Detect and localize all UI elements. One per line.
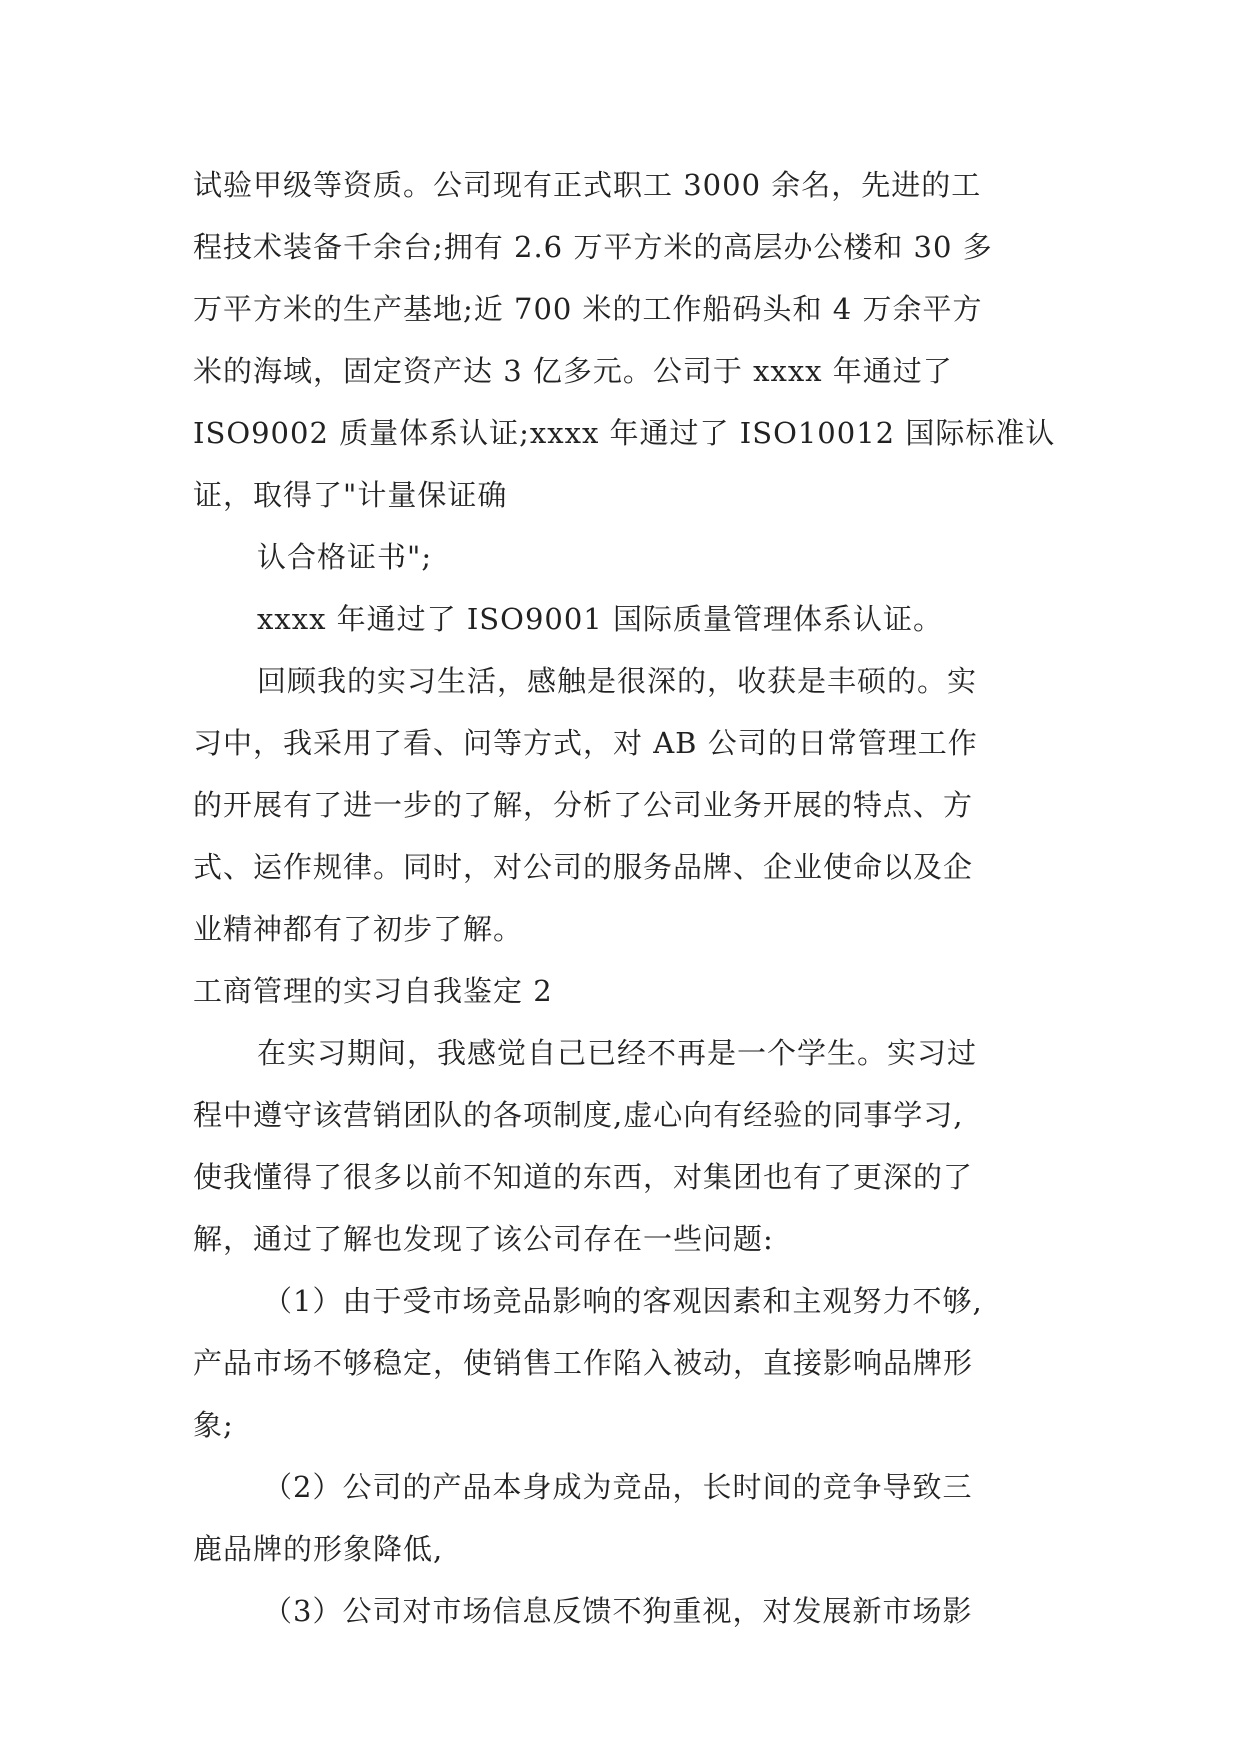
text-line: 式、运作规律。同时，对公司的服务品牌、企业使命以及企 — [193, 850, 974, 884]
text-line: 使我懂得了很多以前不知道的东西，对集团也有了更深的了 — [193, 1160, 974, 1194]
text-line: 的开展有了进一步的了解，分析了公司业务开展的特点、方 — [193, 788, 974, 822]
text-line: 认合格证书"; — [257, 540, 433, 574]
list-item: （3）公司对市场信息反馈不狗重视，对发展新市场影 — [263, 1594, 973, 1628]
document-body — [193, 154, 1055, 1642]
list-item: （2）公司的产品本身成为竞品，长时间的竞争导致三 — [263, 1470, 973, 1504]
section-heading: 工商管理的实习自我鉴定 2 — [193, 974, 553, 1008]
text-line: 回顾我的实习生活，感触是很深的，收获是丰硕的。实 — [257, 664, 978, 698]
text-line: 业精神都有了初步了解。 — [193, 912, 524, 946]
text-line: 解，通过了解也发现了该公司存在一些问题: — [193, 1222, 774, 1256]
text-line: 象; — [193, 1408, 234, 1442]
text-line: 万平方米的生产基地;近 700 米的工作船码头和 4 万余平方 — [193, 292, 983, 326]
text-line: 产品市场不够稳定，使销售工作陷入被动，直接影响品牌形 — [193, 1346, 974, 1380]
list-item: （1）由于受市场竞品影响的客观因素和主观努力不够, — [263, 1284, 983, 1318]
text-line: 程技术装备千余台;拥有 2.6 万平方米的高层办公楼和 30 多 — [193, 230, 993, 264]
text-line: 证，取得了"计量保证确 — [193, 478, 508, 512]
text-line: 米的海域，固定资产达 3 亿多元。公司于 xxxx 年通过了 — [193, 354, 953, 388]
text-line: ISO9002 质量体系认证;xxxx 年通过了 ISO10012 国际标准认 — [193, 416, 1055, 450]
text-line: 试验甲级等资质。公司现有正式职工 3000 余名，先进的工 — [193, 168, 982, 202]
text-line: xxxx 年通过了 ISO9001 国际质量管理体系认证。 — [257, 602, 943, 636]
text-line: 程中遵守该营销团队的各项制度,虚心向有经验的同事学习, — [193, 1098, 964, 1132]
text-line: 鹿品牌的形象降低, — [193, 1532, 444, 1566]
text-line: 习中，我采用了看、问等方式，对 AB 公司的日常管理工作 — [193, 726, 978, 760]
text-line: 在实习期间，我感觉自己已经不再是一个学生。实习过 — [257, 1036, 978, 1070]
